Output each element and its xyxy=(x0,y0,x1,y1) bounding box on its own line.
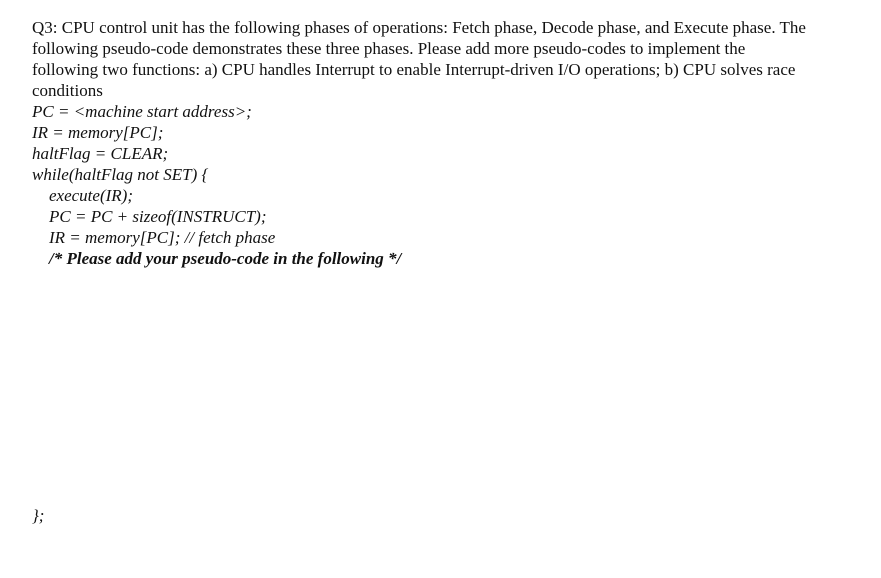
question-text: Q3: CPU control unit has the following phases of operations: Fetch phase, Decode phase, and Execute phase. The following pseudo-code demonstrates these three phases. Please add more pseudo-codes to implement the following two functions: a) CPU handles Interrupt to enable Interrupt-driven I/O operations; b) CPU solves race conditions xyxy=(32,18,806,100)
code-line-while: while(haltFlag not SET) { xyxy=(32,165,209,184)
pseudo-code-block xyxy=(32,101,401,269)
code-line-pc-increment: PC = PC + sizeof(INSTRUCT); xyxy=(49,207,267,226)
code-closing-brace: }; xyxy=(32,506,45,525)
code-comment-instruction: /* Please add your pseudo-code in the following */ xyxy=(49,249,402,268)
code-line-haltflag-init: haltFlag = CLEAR; xyxy=(32,144,169,163)
code-line-fetch: IR = memory[PC]; // fetch phase xyxy=(49,228,276,247)
code-line-ir-init: IR = memory[PC]; xyxy=(32,123,164,142)
code-line-pc-init: PC = <machine start address>; xyxy=(32,102,252,121)
code-line-execute: execute(IR); xyxy=(49,186,133,205)
